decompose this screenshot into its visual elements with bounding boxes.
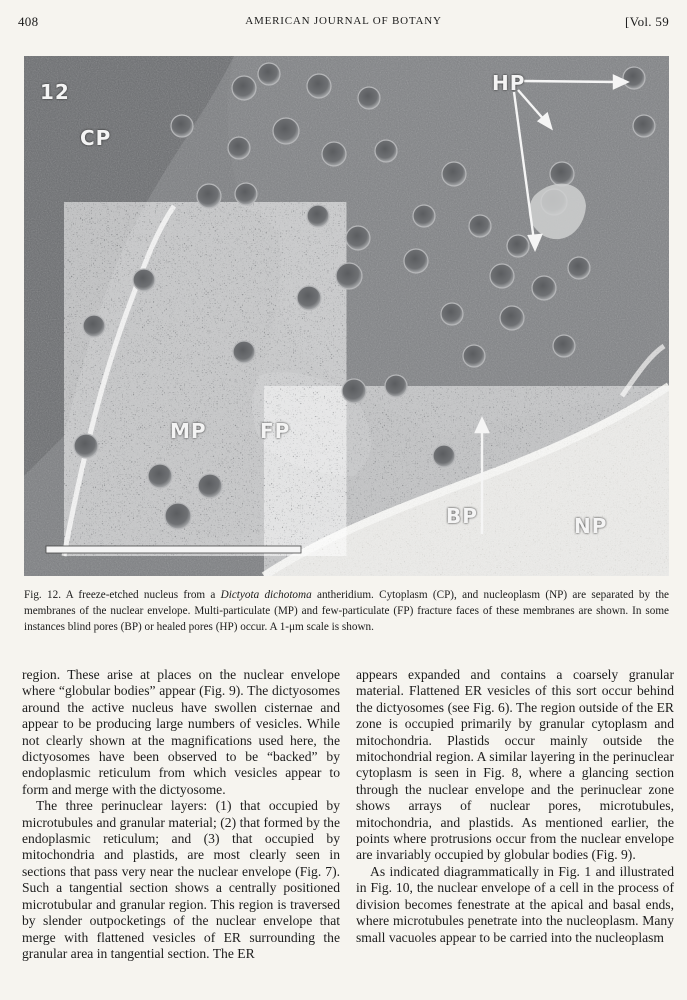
right-paragraph-2: As indicated diagrammatically in Fig. 1 and illustrated in Fig. 10, the nuclear envelope of a cell in the process of division becomes fenestrate at the apical and basal ends, where microtubules penetrate into the nucleoplasm. Many small vacuoles appear to be carried into the nucleoplasm: [356, 863, 674, 945]
micrograph-figure: [24, 56, 669, 576]
left-paragraph-1: region. These arise at places on the nuclear envelope where “globular bodies” appear (Fig. 9). The dictyosomes around the active nucleus have swollen cisternae and appear to be producing large numbers of vesicles. While not clearly shown at the magnifications used here, the dictyosomes have been observed to be “backed” by endoplasmic reticulum from which vesicles appear to form and merge with the dictyosome.: [22, 667, 340, 797]
body-column-left: [22, 667, 340, 962]
figure-number: 12: [40, 80, 70, 104]
running-head: [18, 14, 669, 36]
caption-text-start: Fig. 12. A freeze-etched nucleus from a: [24, 589, 221, 601]
label-bp: BP: [446, 504, 478, 528]
caption-text-end: antheridium. Cytoplasm (CP), and nucleoplasm (NP) are separated by the membranes of the nuclear envelope. Multi-particulate (MP) and few-particulate (FP) fracture faces of these membranes are shown. In some instances blind pores (BP) or healed pores (HP) occur. A 1-μm scale is shown.: [24, 589, 669, 633]
label-cp: CP: [80, 126, 112, 150]
figure-caption: [24, 587, 669, 635]
caption-genus: Dictyota dichotoma: [220, 589, 312, 601]
page-number: 408: [18, 14, 39, 29]
label-mp: MP: [170, 419, 207, 443]
right-paragraph-1: appears expanded and contains a coarsely granular material. Flattened ER vesicles of this sort occur behind the dictyosomes (see Fig. 6). The region outside of the ER zone is occupied primarily by granular cytoplasm and mitochondria. Plastids occur mainly outside the mitochondrial region. A similar layering in the perinuclear cytoplasm is seen in Fig. 8, where a glancing section through the nuclear envelope and the perinuclear zone shows arrays of nuclear pores, microtubules, mitochondria, and plastids. As mentioned earlier, the points where protrusions occur from the nuclear envelope are invariably occupied by globular bodies (Fig. 9).: [356, 667, 674, 863]
body-column-right: [356, 667, 674, 946]
volume-label: [Vol. 59: [624, 14, 669, 29]
label-np: NP: [574, 514, 608, 538]
journal-title: AMERICAN JOURNAL OF BOTANY: [245, 15, 442, 27]
label-fp: FP: [260, 419, 291, 443]
label-hp: HP: [492, 71, 526, 95]
freeze-etch-micrograph: [24, 56, 669, 576]
left-paragraph-2: The three perinuclear layers: (1) that occupied by microtubules and granular material; (2) that formed by the endoplasmic reticulum; and (3) that occupied by mitochondria and plastids, are most clearly seen in sections that pass very near the nuclear envelope (Fig. 7). Such a tangential section shows a centrally positioned microtubular and granular region. This region is traversed by slender outpocketings of the nuclear envelope that merge with flattened vesicles of ER surrounding the granular area in tangential section. The ER: [22, 798, 340, 961]
